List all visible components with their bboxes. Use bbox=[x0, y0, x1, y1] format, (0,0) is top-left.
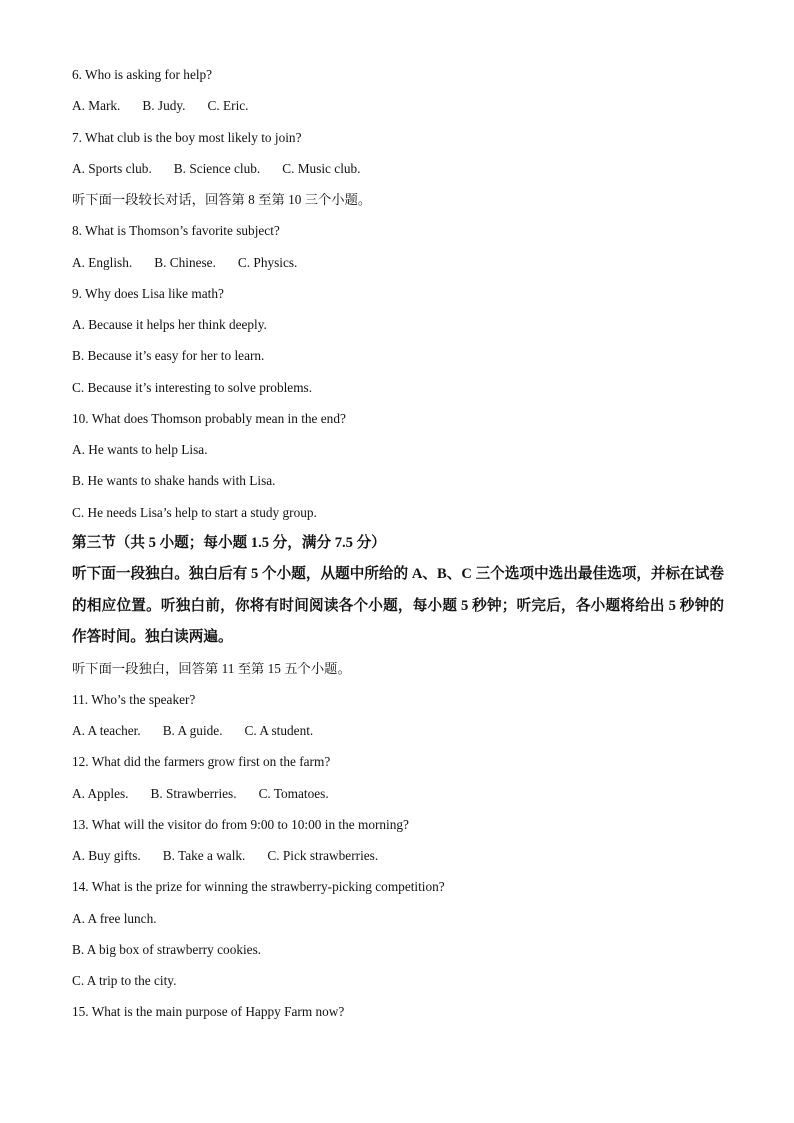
option-a: A. English. bbox=[72, 255, 133, 270]
question-10-option-c: C. He needs Lisa’s help to start a study group. bbox=[72, 505, 317, 520]
question-7: 7. What club is the boy most likely to join? bbox=[72, 130, 302, 145]
option-a: A. A teacher. bbox=[72, 723, 141, 738]
option-a: A. Buy gifts. bbox=[72, 848, 141, 863]
question-7-options bbox=[72, 161, 361, 177]
question-12-options bbox=[72, 786, 329, 802]
question-14-option-a: A. A free lunch. bbox=[72, 911, 157, 926]
question-11: 11. Who’s the speaker? bbox=[72, 692, 196, 707]
option-a: A. Sports club. bbox=[72, 161, 152, 176]
section-3-instructions: 听下面一段独白。独白后有 5 个小题，从题中所给的 A、B、C 三个选项中选出最佳选项，并标在试卷的相应位置。听独白前，你将有时间阅读各个小题，每小题 5 秒钟；听完后，各小题将给出 5 秒钟的作答时间。独白读两遍。 bbox=[72, 566, 724, 645]
question-14-option-c: C. A trip to the city. bbox=[72, 973, 177, 988]
question-6-options bbox=[72, 98, 249, 114]
question-10-option-a: A. He wants to help Lisa. bbox=[72, 442, 208, 457]
question-13: 13. What will the visitor do from 9:00 to 10:00 in the morning? bbox=[72, 817, 409, 832]
question-9-option-a: A. Because it helps her think deeply. bbox=[72, 317, 267, 332]
question-11-options bbox=[72, 723, 313, 739]
question-13-options bbox=[72, 848, 378, 864]
question-14-option-b: B. A big box of strawberry cookies. bbox=[72, 942, 262, 957]
dialogue-intro-8-10: 听下面一段较长对话，回答第 8 至第 10 三个小题。 bbox=[72, 192, 372, 207]
option-a: A. Apples. bbox=[72, 786, 129, 801]
option-c: C. Pick strawberries. bbox=[267, 848, 379, 863]
option-b: B. Take a walk. bbox=[162, 848, 246, 863]
option-a: A. Mark. bbox=[72, 98, 121, 113]
section-3-heading: 第三节（共 5 小题；每小题 1.5 分，满分 7.5 分） bbox=[72, 535, 386, 551]
question-14: 14. What is the prize for winning the strawberry-picking competition? bbox=[72, 879, 445, 894]
question-10: 10. What does Thomson probably mean in the end? bbox=[72, 411, 346, 426]
option-c: C. Eric. bbox=[207, 98, 249, 113]
question-9-option-c: C. Because it’s interesting to solve problems. bbox=[72, 380, 313, 395]
option-c: C. Music club. bbox=[282, 161, 361, 176]
question-8: 8. What is Thomson’s favorite subject? bbox=[72, 223, 280, 238]
option-b: B. Strawberries. bbox=[150, 786, 237, 801]
question-10-option-b: B. He wants to shake hands with Lisa. bbox=[72, 473, 276, 488]
option-c: C. A student. bbox=[244, 723, 314, 738]
question-12: 12. What did the farmers grow first on the farm? bbox=[72, 754, 331, 769]
question-6: 6. Who is asking for help? bbox=[72, 67, 213, 82]
option-c: C. Physics. bbox=[237, 255, 298, 270]
monologue-intro-11-15: 听下面一段独白，回答第 11 至第 15 五个小题。 bbox=[72, 661, 351, 676]
option-b: B. Judy. bbox=[142, 98, 186, 113]
option-b: B. Science club. bbox=[173, 161, 261, 176]
question-9-option-b: B. Because it’s easy for her to learn. bbox=[72, 348, 265, 363]
question-9: 9. Why does Lisa like math? bbox=[72, 286, 224, 301]
option-b: B. Chinese. bbox=[154, 255, 216, 270]
question-8-options bbox=[72, 255, 297, 271]
option-c: C. Tomatoes. bbox=[258, 786, 329, 801]
option-b: B. A guide. bbox=[162, 723, 223, 738]
question-15: 15. What is the main purpose of Happy Farm now? bbox=[72, 1004, 345, 1019]
